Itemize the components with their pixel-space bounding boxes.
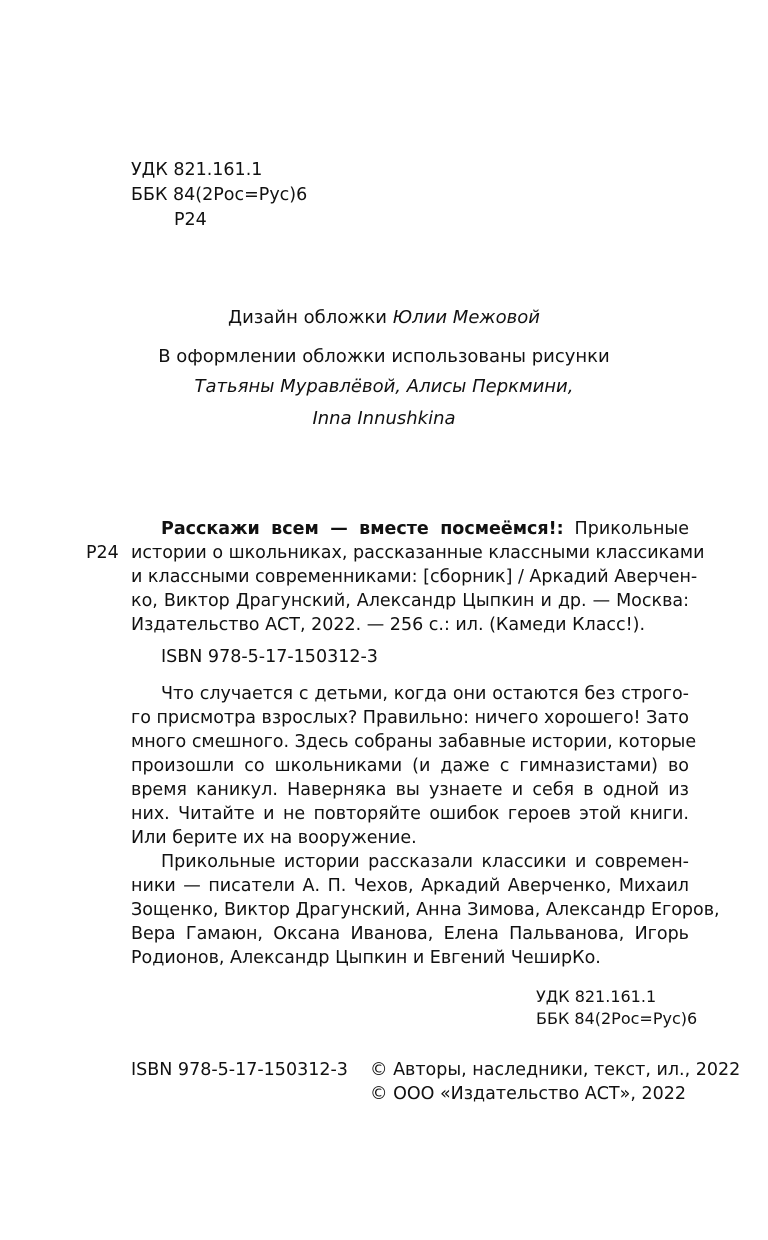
book-title: Расскажи всем — вместе посмеёмся!:	[161, 519, 564, 539]
footer-isbn: ISBN 978-5-17-150312-3	[131, 1060, 348, 1080]
annotation-line: Вера Гамаюн, Оксана Иванова, Елена Пальванова, Игорь	[131, 924, 689, 944]
illustrators-line-1: Татьяны Муравлёвой, Алисы Перкмини,	[194, 376, 574, 397]
copyright-authors: © Авторы, наследники, текст, ил., 2022	[370, 1060, 741, 1080]
annotation-line: Прикольные истории рассказали классики и современ-	[161, 852, 689, 872]
cover-design-label: Дизайн обложки	[228, 307, 393, 328]
udk-code: УДК 821.161.1	[131, 160, 263, 180]
annotation-line: го присмотра взрослых? Правильно: ничего хорошего! Зато	[131, 708, 689, 728]
annotation-line: ники — писатели А. П. Чехов, Аркадий Аверченко, Михаил	[131, 876, 689, 896]
cover-designer-name: Юлии Межовой	[392, 307, 540, 328]
cover-design-credit	[0, 304, 768, 332]
bbk-code: ББК 84(2Рос=Рус)6	[131, 185, 308, 205]
bib-isbn: ISBN 978-5-17-150312-3	[161, 647, 378, 667]
bib-author-mark: Р24	[86, 543, 119, 563]
bib-line-2: истории о школьниках, рассказанные классными классиками	[131, 543, 705, 563]
annotation-line: Что случается с детьми, когда они остаются без строго-	[161, 684, 689, 704]
author-mark: Р24	[174, 210, 207, 230]
bib-line-5: Издательство АСТ, 2022. — 256 с.: ил. (Камеди Класс!).	[131, 615, 646, 635]
annotation-line: время каникул. Наверняка вы узнаете и себя в одной из	[131, 780, 689, 800]
bib-line-3: и классными современниками: [сборник] / Аркадий Аверчен-	[131, 567, 698, 587]
bib-title-line	[161, 518, 689, 541]
annotation-line: Зощенко, Виктор Драгунский, Анна Зимова, Александр Егоров,	[131, 900, 720, 920]
annotation-line: произошли со школьниками (и даже с гимназистами) во	[131, 756, 689, 776]
bottom-udk: УДК 821.161.1	[536, 987, 657, 1006]
annotation-line: много смешного. Здесь собраны забавные истории, которые	[131, 732, 697, 752]
bib-line-4: ко, Виктор Драгунский, Александр Цыпкин и др. — Москва:	[131, 591, 689, 611]
annotation-line: них. Читайте и не повторяйте ошибок героев этой книги.	[131, 804, 689, 824]
annotation-line: Родионов, Александр Цыпкин и Евгений ЧеширКо.	[131, 948, 601, 968]
annotation-line: Или берите их на вооружение.	[131, 828, 417, 848]
bottom-bbk: ББК 84(2Рос=Рус)6	[536, 1009, 698, 1028]
illustrators-line-2: Inna Innushkina	[312, 408, 456, 429]
bib-line-1-rest: Прикольные	[574, 519, 689, 539]
illustrations-credit: В оформлении обложки использованы рисунки	[158, 346, 610, 367]
copyright-publisher: © ООО «Издательство АСТ», 2022	[370, 1084, 686, 1104]
